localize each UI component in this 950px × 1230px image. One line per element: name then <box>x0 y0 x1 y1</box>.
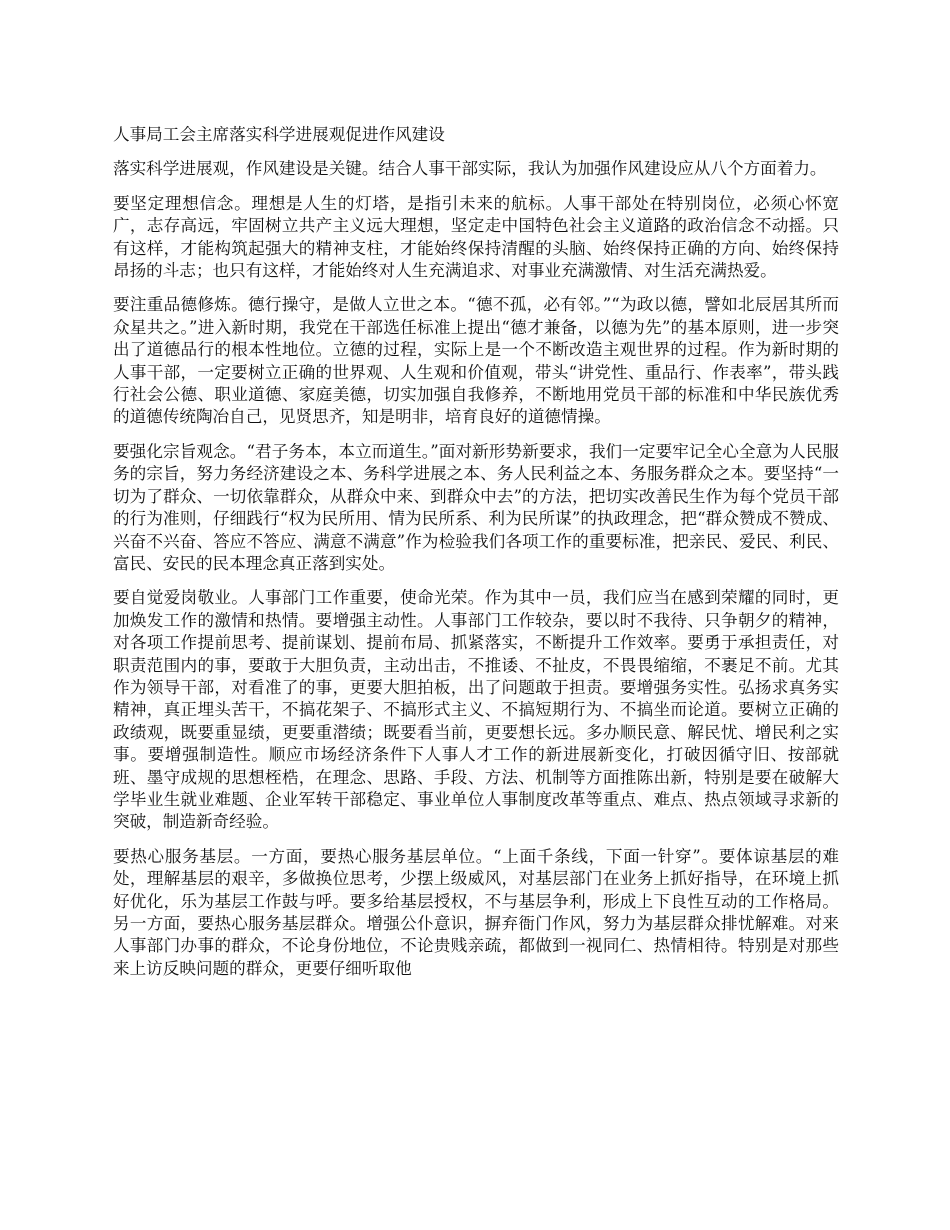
paragraph-ideals: 要坚定理想信念。理想是人生的灯塔，是指引未来的航标。人事干部处在特别岗位，必须心怀宽广，志存高远，牢固树立共产主义远大理想，坚定走中国特色社会主义道路的政治信念不动摇。只有这样，才能构筑起强大的精神支柱，才能始终保持清醒的头脑、始终保持正确的方向、始终保持昂扬的斗志；也只有这样，才能始终对人生充满追求、对事业充满激情、对生活充满热爱。 <box>113 193 839 281</box>
paragraph-dedication: 要自觉爱岗敬业。人事部门工作重要，使命光荣。作为其中一员，我们应当在感到荣耀的同时，更加焕发工作的激情和热情。要增强主动性。人事部门工作较杂，要以时不我待、只争朝夕的精神，对各项工作提前思考、提前谋划、提前布局、抓紧落实，不断提升工作效率。要勇于承担责任，对职责范围内的事，要敢于大胆负责，主动出击，不推诿、不扯皮，不畏畏缩缩，不裹足不前。尤其作为领导干部，对看准了的事，更要大胆拍板，出了问题敢于担责。要增强务实性。弘扬求真务实精神，真正埋头苦干，不搞花架子、不搞形式主义、不搞短期行为、不搞坐而论道。要树立正确的政绩观，既要重显绩，更要重潜绩；既要看当前，更要想长远。多办顺民意、解民忧、增民利之实事。要增强制造性。顺应市场经济条件下人事人才工作的新进展新变化，打破因循守旧、按部就班、墨守成规的思想桎梏，在理念、思路、手段、方法、机制等方面推陈出新，特别是要在破解大学毕业生就业难题、企业军转干部稳定、事业单位人事制度改革等重点、难点、热点领域寻求新的突破，制造新奇经验。 <box>113 588 839 832</box>
document-page <box>113 124 839 992</box>
paragraph-purpose: 要强化宗旨观念。“君子务本，本立而道生。”面对新形势新要求，我们一定要牢记全心全意为人民服务的宗旨，努力务经济建设之本、务科学进展之本、务人民利益之本、务服务群众之本。要坚持“一切为了群众、一切依靠群众，从群众中来、到群众中去”的方法，把切实改善民生作为每个党员干部的行为准则，仔细践行“权为民所用、情为民所系、利为民所谋”的执政理念，把“群众赞成不赞成、兴奋不兴奋、答应不答应、满意不满意”作为检验我们各项工作的重要标准，把亲民、爱民、利民、富民、安民的民本理念真正落到实处。 <box>113 441 839 573</box>
paragraph-intro: 落实科学进展观，作风建设是关键。结合人事干部实际，我认为加强作风建设应从八个方面着力。 <box>113 159 827 179</box>
document-title: 人事局工会主席落实科学进展观促进作风建设 <box>113 125 445 144</box>
paragraph-service: 要热心服务基层。一方面，要热心服务基层单位。“上面千条线，下面一针穿”。要体谅基层的难处，理解基层的艰辛，多做换位思考，少摆上级威风，对基层部门在业务上抓好指导，在环境上抓好优化，乐为基层工作鼓与呼。要多给基层授权，不与基层争利，形成上下良性互动的工作格局。另一方面，要热心服务基层群众。增强公仆意识，摒弃衙门作风，努力为基层群众排忧解难。对来人事部门办事的群众，不论身份地位，不论贵贱亲疏，都做到一视同仁、热情相待。特别是对那些来上访反映问题的群众，更要仔细听取他 <box>113 846 839 978</box>
paragraph-morality: 要注重品德修炼。德行操守，是做人立世之本。“德不孤，必有邻。”“为政以德，譬如北辰居其所而众星共之。”进入新时期，我党在干部选任标准上提出“德才兼备，以德为先”的基本原则，进一步突出了道德品行的根本性地位。立德的过程，实际上是一个不断改造主观世界的过程。作为新时期的人事干部，一定要树立正确的世界观、人生观和价值观，带头“讲党性、重品行、作表率”，带头践行社会公德、职业道德、家庭美德，切实加强自我修养，不断地用党员干部的标准和中华民族优秀的道德传统陶冶自己，见贤思齐，知是明非，培育良好的道德情操。 <box>113 295 839 427</box>
